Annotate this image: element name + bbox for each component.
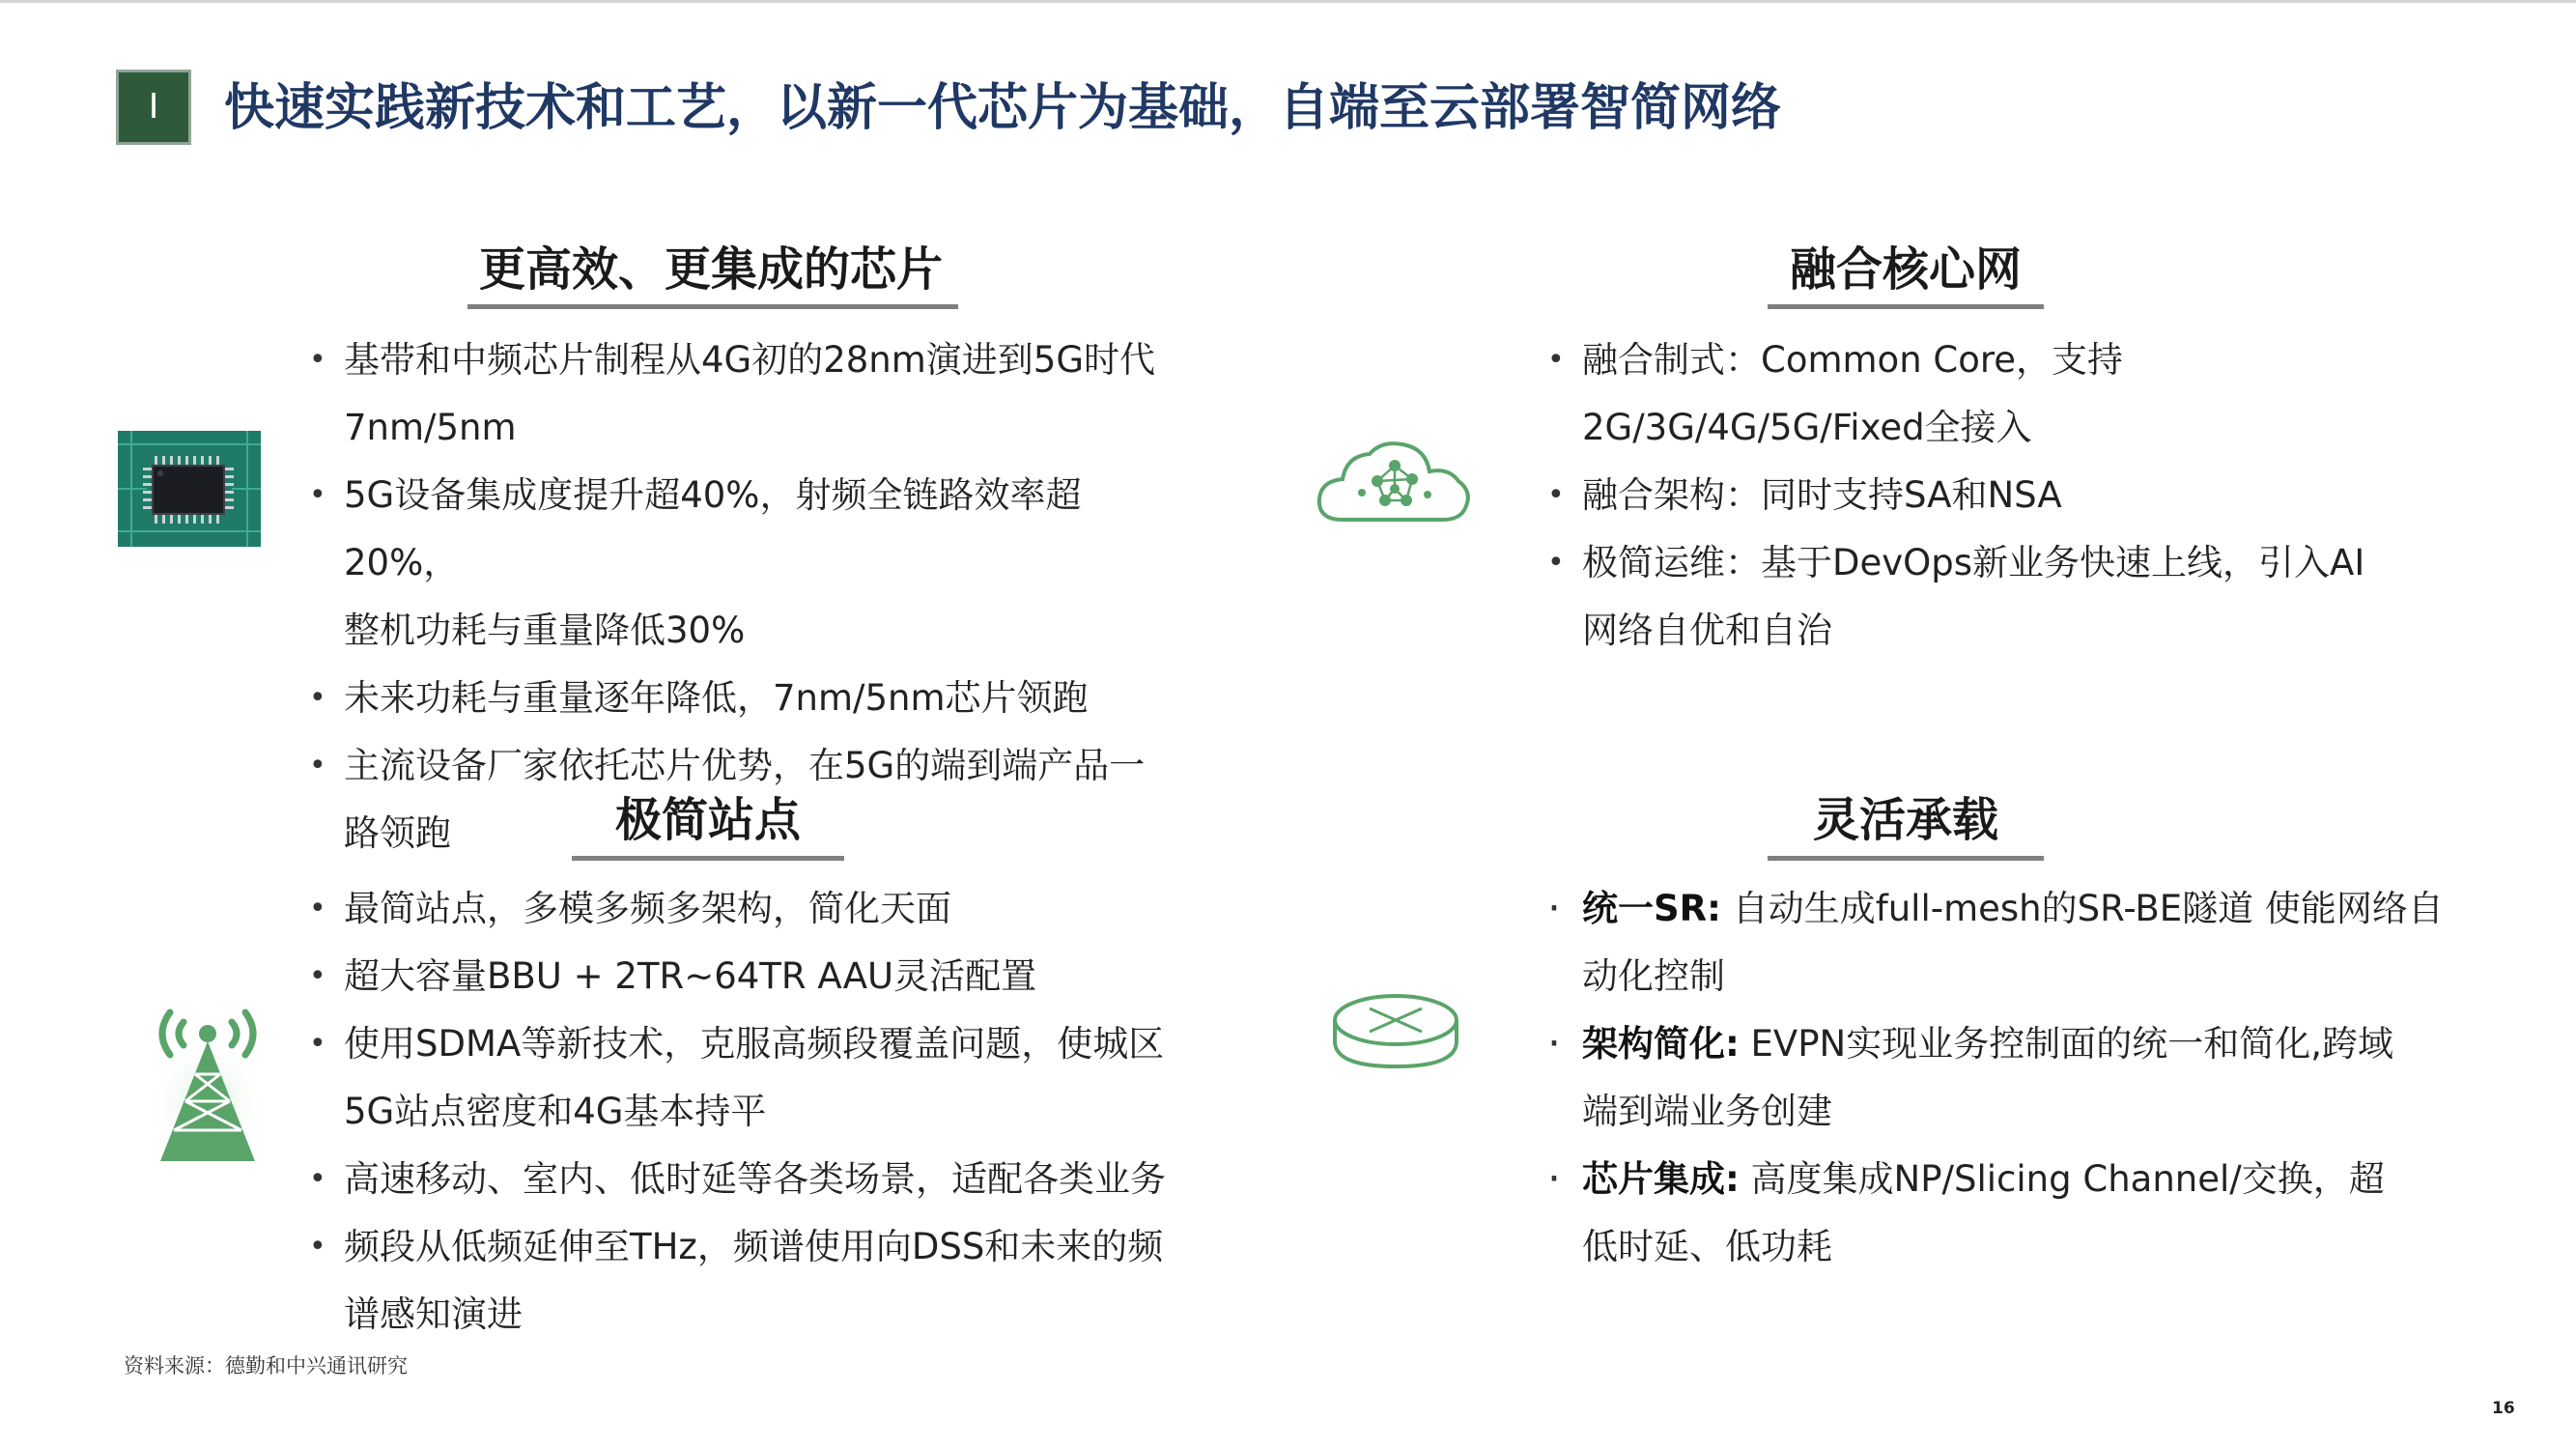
antenna-tower-icon	[145, 1005, 270, 1165]
list-item: • 基带和中频芯片制程从4G初的28nm演进到5G时代	[309, 327, 1155, 394]
list-item: 整机功耗与重量降低30%	[344, 610, 746, 651]
cloud-network-icon	[1314, 437, 1476, 529]
section-underline-core	[1768, 304, 2044, 309]
title-badge: I	[116, 70, 191, 145]
section-heading-chips: 更高效、更集成的芯片	[478, 242, 943, 297]
list-item	[1547, 1010, 2444, 1078]
chip-icon	[118, 431, 261, 547]
bullet-text: EVPN实现业务控制面的统一和简化,跨域	[1739, 1023, 2393, 1065]
list-item	[1547, 1078, 2444, 1146]
list-item: • 最简站点，多模多频多架构，简化天面	[309, 875, 1166, 943]
list-item: • 高速移动、室内、低时延等各类场景，适配各类业务	[309, 1146, 1166, 1213]
list-item: • 超大容量BBU + 2TR~64TR AAU灵活配置	[309, 943, 1166, 1010]
bullet-text: 动化控制	[1582, 955, 1725, 997]
bullet-text: 高度集成NP/Slicing Channel/交换，超	[1739, 1158, 2385, 1200]
list-item: • 极简运维：基于DevOps新业务快速上线，引入AI	[1547, 529, 2364, 597]
list-item: 路领跑	[344, 812, 451, 854]
list-item: • 融合制式：Common Core，支持	[1547, 327, 2364, 394]
section-heading-site: 极简站点	[614, 793, 801, 847]
list-item: 谱感知演进	[344, 1293, 523, 1335]
list-item	[1547, 1146, 2444, 1213]
section-heading-core: 融合核心网	[1789, 242, 2022, 297]
router-icon	[1331, 991, 1460, 1070]
bullet-text: 自动生成full-mesh的SR-BE隧道 使能网络自	[1720, 888, 2444, 929]
list-item: • 5G设备集成度提升超40%，射频全链路效率超	[309, 462, 1155, 529]
bullet-text: 端到端业务创建	[1582, 1091, 1832, 1132]
list-item	[1547, 943, 2444, 1010]
top-divider	[0, 0, 2576, 3]
section-heading-bearer: 灵活承载	[1812, 793, 1998, 847]
list-item: 5G站点密度和4G基本持平	[344, 1091, 767, 1132]
list-item	[1547, 875, 2444, 943]
page-number: 16	[2492, 1399, 2515, 1418]
bullet-lead: 芯片集成:	[1582, 1158, 1740, 1200]
list-item: • 主流设备厂家依托芯片优势，在5G的端到端产品一	[309, 732, 1155, 800]
list-item: • 使用SDMA等新技术，克服高频段覆盖问题，使城区	[309, 1010, 1166, 1078]
bullet-list-site	[309, 875, 1166, 1349]
section-underline-site	[572, 856, 844, 861]
bullet-list-bearer	[1547, 875, 2444, 1281]
bullet-lead: 统一SR:	[1582, 888, 1721, 929]
list-item: 网络自优和自治	[1582, 610, 1832, 651]
section-underline-bearer	[1768, 856, 2044, 861]
bullet-list-core	[1547, 327, 2364, 665]
list-item: 2G/3G/4G/5G/Fixed全接入	[1582, 407, 2032, 448]
list-item: • 频段从低频延伸至THz，频谱使用向DSS和未来的频	[309, 1213, 1166, 1281]
section-underline-chips	[467, 304, 958, 309]
bullet-lead: 架构简化:	[1582, 1023, 1740, 1065]
list-item: • 未来功耗与重量逐年降低，7nm/5nm芯片领跑	[309, 665, 1155, 732]
page-title: 快速实践新技术和工艺，以新一代芯片为基础，自端至云部署智简网络	[224, 79, 1782, 137]
source-note: 资料来源：德勤和中兴通讯研究	[124, 1354, 408, 1378]
list-item: 20%，	[344, 542, 460, 583]
list-item: 7nm/5nm	[344, 407, 517, 448]
bullet-text: 低时延、低功耗	[1582, 1226, 1832, 1267]
list-item	[1547, 1213, 2444, 1281]
list-item: • 融合架构：同时支持SA和NSA	[1547, 462, 2364, 529]
